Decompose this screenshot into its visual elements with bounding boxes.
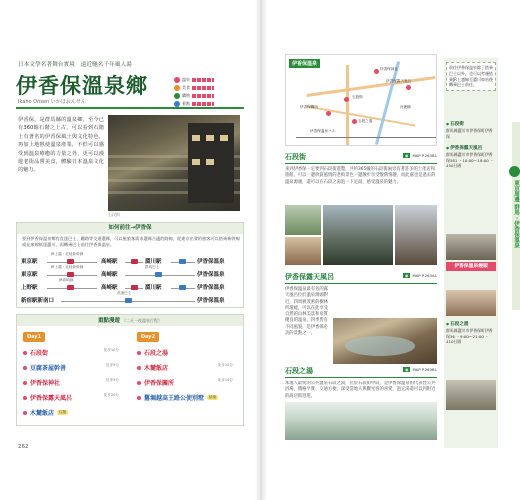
section-body: 來到伊香保一定要到石段街遊覽，共約365級的石段街兩旁有著許多的土產店和旅館，可以一邊欣賞風情的老街景色一邊散步享受懷舊情趣，而此處也是過去的溫泉源頭，還可以在石段之湯泡一下足湯，感受溫泉的魅力。 [285,167,436,185]
rating-bars [192,102,214,106]
photo-detail [345,336,415,356]
chapter-dot-icon [509,166,520,177]
station: 伊香保溫泉 [197,259,225,265]
route-note: JR上越・北陸新幹線 [51,252,84,256]
bullet-icon [137,396,141,400]
train-icon [67,285,74,290]
itinerary-subtitle: （二天一夜溫泉行程） [121,318,162,323]
sidebar-tip: 前往伊香保溫泉除了搭乘巴士以外，也可以考慮搭乘JR上越線至澀川車站後轉乘巴士前往。 [446,62,496,91]
photo-detail [192,135,200,141]
map-ref-icon: ◉ [405,273,409,278]
sidebar-item [446,146,496,169]
station: 東京駅 [21,272,38,278]
station: 上野駅 [21,285,38,291]
rating-label: 溫泉 [182,77,190,82]
walk-time: 徒步10分 [217,378,233,382]
list-item [23,345,123,360]
photo-detail [206,159,214,165]
bus-icon [155,272,162,277]
stop-name: 木麓飯店 [144,365,169,372]
street-photo [285,205,321,235]
map-ref-text: MAP P.263B1 [412,153,437,158]
map-pin-icon [374,69,379,74]
photo-detail [192,159,200,165]
station: 高崎駅 [101,272,118,278]
bus-icon [125,298,132,303]
day2-list [137,345,237,405]
list-item [23,405,123,420]
sidebar-photo [446,380,496,410]
rating-label: 景點 [182,101,190,106]
sidebar-item-name: ● 石段之湯 [446,322,496,328]
map-ref-text: MAP P.263B1 [412,367,437,372]
page-title-romaji: Ikaho Onsen いかほおんせん [18,99,86,105]
station: 東京駅 [21,259,38,265]
stop-tag: 住宿 [59,410,67,414]
rating-dot-icon [174,101,180,107]
rating-label: 購物 [182,93,190,98]
route-row [21,265,241,282]
rating-bars [192,86,214,90]
list-item [23,360,123,375]
station: 澀川駅 [145,259,162,265]
stop-tag: 結束 [209,395,217,399]
bullet-icon [23,366,27,370]
sidebar-item-info: 群馬縣澀川市伊香保町伊香保36 ・9:00～21:00 ・410日圓 [446,327,493,345]
map-ref [403,367,437,372]
stop-name: 石段街 [30,350,49,357]
bathhouse-photo [285,402,437,440]
map-pin-icon [406,85,411,90]
access-description: 要到伊香保溫泉鄉有直達巴士、鐵路等交通選擇，可以視旅客需求選擇合適的路線，從東京出發的旅客可以搭乘新幹線或在來線抵達澀川，再轉乘巴士前往伊香保溫泉。 [22,236,240,247]
map-label: 石段街 [352,95,363,99]
map-pin-icon [344,97,349,102]
sidebar-highlight: 伊香保溫泉饅頭 [446,262,496,271]
list-item [23,390,123,405]
sidebar-item-info: 群馬縣澀川市伊香保町伊香保581 ・10:00～18:00 ・450日圓 [446,151,494,169]
map-header: 伊香保溫泉 [289,59,320,68]
page-number-left: 262 [18,444,29,450]
itinerary-title-text: 重點漫遊 [98,318,121,324]
map-ref-icon: ◉ [405,367,409,372]
walk-time: 徒步5分 [105,378,119,382]
bullet-icon [23,396,27,400]
section-body: 伊香保溫泉最有名的露天風呂位於溫泉源頭附近，四周被茂密的樹林所環繞，可以在此享受自然的山林美景和泉質優良的溫泉，四季皆有不同風貌，是伊香保必訪的景點之一。 [285,287,328,337]
bullet-icon [23,411,27,415]
stop-name: 豆腐茶屋幹善 [30,365,67,372]
stop-name: 伊香保露天風呂 [30,395,73,402]
sidebar-item-info: 群馬縣澀川市伊香保町伊香保 [446,127,493,139]
tourists-photo [323,205,393,265]
rating-dot-icon [174,93,180,99]
itinerary-box [16,314,244,426]
section-title: 石段街 [285,153,306,161]
day1-badge: Day1 [23,332,45,342]
page-subtitle: 日本文學名著舞台實境 遠近馳名千年風人湯 [18,62,133,68]
sidebar-item-name: ● 伊香保露天風呂 [446,146,496,152]
map-pin-icon [326,111,331,116]
station: 高崎駅 [101,285,118,291]
map-river [375,61,400,145]
bus-icon [179,285,186,290]
rating-dot-icon [174,85,180,91]
photo-caption: 石段街 [108,212,120,217]
day2-badge: Day2 [137,332,159,342]
map-label: 伊香保露天風呂 [386,79,412,83]
route-note: JR高崎線 [59,278,74,282]
list-item [137,390,237,405]
section-ishidan-no-yu [285,366,437,399]
stop-name: 石段之湯 [144,350,169,357]
page-title: 伊香保溫泉鄉 [16,73,148,98]
rating-label: 美食 [182,85,190,90]
train-icon [131,285,138,290]
section-title: 伊香保露天風呂 [285,273,334,281]
route-note: 高速巴士 [117,291,132,295]
sidebar-photo [446,290,496,316]
bus-icon [179,259,186,264]
bullet-icon [23,381,27,385]
list-item [23,375,123,390]
itinerary-title [17,315,243,326]
day1-list [23,345,123,420]
sidebar-item-name: ● 石段街 [446,122,496,128]
chapter-tab-label: 東京周邊 群馬・伊香保溫泉 [513,180,519,248]
map-pin-icon [352,119,357,124]
map-road [346,65,349,145]
map-ref [403,153,437,158]
walk-time: 徒步10分 [103,348,119,352]
food-photo [285,237,321,265]
stop-name: 伊香保神社 [30,380,61,387]
access-title: 如何前往→伊香保 [17,223,243,234]
bullet-icon [137,366,141,370]
section-header [285,366,437,378]
map-label: 河鹿橋 [400,105,411,109]
walk-time: 徒步15分 [217,363,233,367]
stop-name: 舊堀越高王路公使別墅 [144,395,205,402]
shop-photo [395,205,437,265]
station: 伊香保溫泉 [197,272,225,278]
map-ref-text: MAP P.263A1 [412,273,437,278]
map-ref-icon: ◉ [405,153,409,158]
sidebar-photo [446,234,496,260]
route-row [21,291,241,308]
train-icon [67,259,74,264]
train-icon [67,272,74,277]
list-item [137,360,237,375]
section-header [285,272,437,284]
rating-bars [192,78,214,82]
station: 伊香保溫泉 [197,298,225,304]
station: 新宿駅新南口 [21,298,55,304]
section-body: 本地人最愛的公共溫泉石段之湯，位於石段街中段，是伊香保溫泉的代表性公共浴場，價格平實、交通方便，深受當地人與觀光客的喜愛，泡完湯還可以到附近的商店街逛逛。 [285,381,436,399]
rating-badges [174,76,236,108]
route-note: 群馬巴士 [145,265,160,269]
walk-time: 徒步20分 [103,393,119,397]
stone-steps-photo [108,115,240,211]
station: 高崎駅 [101,259,118,265]
map-label: 伊香保溫泉バス [310,129,336,133]
map-rail [296,137,436,138]
section-header [285,152,437,164]
stop-name: 木麓飯店 [30,410,55,417]
station: 伊香保溫泉 [197,285,225,291]
walk-time: 徒步5分 [105,363,119,367]
rating-dot-icon [174,77,180,83]
photo-detail [206,135,214,141]
photo-detail [220,135,228,141]
route-note: JR上越・北陸新幹線 [51,265,84,269]
open-air-bath-photo [333,318,437,364]
access-box [16,222,244,308]
map-label: 伊香保神社 [380,67,398,71]
sidebar-item [446,322,496,345]
page-gutter [255,0,267,500]
area-map [285,54,437,146]
bullet-icon [137,351,141,355]
rating-bars [192,94,214,98]
intro-text: 伊香保，是群馬縣的溫泉鄉，至今已有360餘石階之上古，可以看到石階上有著名的伊香保風土與文化特色，再加上地熱使溫泉產業，不但可以感受到溫泉療癒的力量之外，更可以漫遊老街品嘗美食，體驗日本溫泉文化的魅力。 [18,117,104,174]
train-icon [131,259,138,264]
list-item [137,375,237,390]
section-ishidan [285,152,437,186]
section-title: 石段之湯 [285,367,313,375]
map-ref [403,273,437,278]
bullet-icon [23,351,27,355]
station: 澀川駅 [145,285,162,291]
list-item [137,345,237,360]
map-label: 伊香保關所 [300,105,318,109]
bullet-icon [137,381,141,385]
map-road [306,76,435,97]
sidebar-item [446,122,496,139]
stop-name: 伊香保關所 [144,380,175,387]
map-label: 石段之湯 [358,119,373,123]
